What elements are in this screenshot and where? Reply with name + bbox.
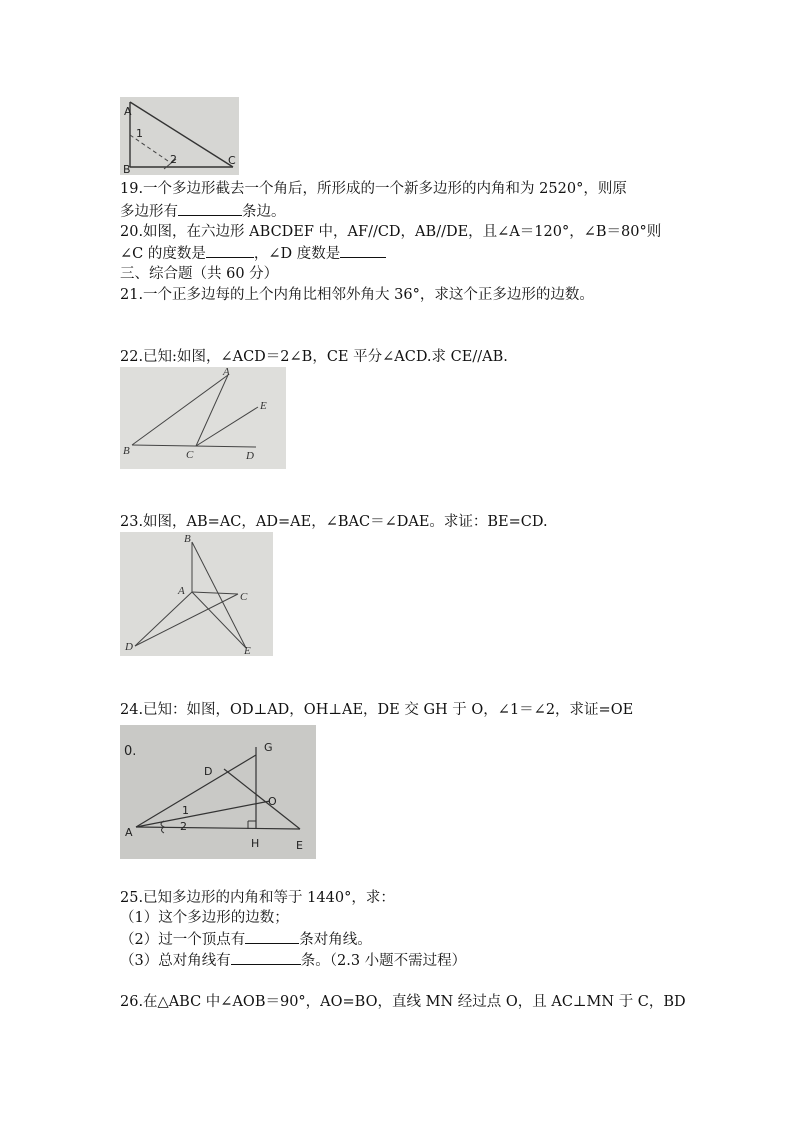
label-B: B xyxy=(184,533,191,545)
q19-text-b: 条边。 xyxy=(242,204,286,220)
q24-text: 24.已知：如图，OD⊥AD，OH⊥AE，DE 交 GH 于 O，∠1＝∠2，求证=OE xyxy=(120,702,634,718)
label-D: D xyxy=(125,641,133,653)
q25-item3 xyxy=(120,950,466,971)
q19-text-a: 多边形有 xyxy=(120,204,178,220)
q25-item2-text-b: 条对角线。 xyxy=(299,932,372,948)
q20-angle-d-blank[interactable] xyxy=(340,243,386,258)
label-angle-2: 2 xyxy=(170,153,177,166)
triangle-figure-1-svg xyxy=(120,97,239,175)
q23-text: 23.如图，AB=AC，AD=AE，∠BAC＝∠DAE。求证：BE=CD. xyxy=(120,514,548,530)
q19-answer-blank[interactable] xyxy=(178,201,242,216)
q20-text-a: ∠C 的度数是 xyxy=(120,246,206,262)
q25-line1: 25.已知多边形的内角和等于 1440°，求： xyxy=(120,890,395,906)
q22-text: 22.已知:如图，∠ACD＝2∠B，CE 平分∠ACD.求 CE//AB. xyxy=(120,349,508,365)
q25-item3-text-b: 条。（2.3 小题不需过程） xyxy=(300,953,467,969)
label-C: C xyxy=(186,449,194,461)
label-B: B xyxy=(123,445,130,457)
q20-text-b: ，∠D 度数是 xyxy=(253,246,341,262)
figure-q24-svg xyxy=(120,725,316,859)
label-C: C xyxy=(240,591,248,603)
q26-text: 26.在△ABC 中∠AOB＝90°，AO=BO，直线 MN 经过点 O，且 AC⊥MN 于 C，BD xyxy=(120,994,686,1010)
label-D: D xyxy=(204,765,213,778)
label-A: A xyxy=(124,105,132,118)
label-H: H xyxy=(251,837,260,850)
q25-item2 xyxy=(120,929,372,950)
q25-item2-text-a: （2）过一个顶点有 xyxy=(120,932,246,948)
q25-item3-text-a: （3）总对角线有 xyxy=(120,953,231,969)
label-E: E xyxy=(296,839,303,852)
q20-angle-c-blank[interactable] xyxy=(206,243,254,258)
q20-line1: 20.如图，在六边形 ABCDEF 中，AF//CD，AB//DE，且∠A＝120°，∠B＝80°则 xyxy=(120,224,662,240)
figure-q23 xyxy=(120,532,273,656)
label-B: B xyxy=(123,163,131,175)
label-D: D xyxy=(246,450,254,462)
figure-q23-svg xyxy=(120,532,273,656)
label-A: A xyxy=(125,826,133,839)
label-A: A xyxy=(178,585,185,597)
label-angle-1: 1 xyxy=(182,804,189,817)
label-angle-2: 2 xyxy=(180,820,187,833)
q25-total-diagonals-blank[interactable] xyxy=(231,950,301,965)
label-corner-0: 0. xyxy=(124,744,137,759)
figure-q22-svg xyxy=(120,367,286,469)
label-E: E xyxy=(244,645,251,656)
q21-text: 21.一个正多边每的上个内角比相邻外角大 36°，求这个正多边形的边数。 xyxy=(120,287,594,303)
q19-line1: 19.一个多边形截去一个角后，所形成的一个新多边形的内角和为 2520°，则原 xyxy=(120,181,627,197)
label-E: E xyxy=(260,400,267,412)
label-O: O xyxy=(268,795,277,808)
label-A: A xyxy=(223,367,230,378)
q19-line2 xyxy=(120,201,286,222)
label-G: G xyxy=(264,741,273,754)
figure-q24 xyxy=(120,725,316,859)
q20-line2 xyxy=(120,243,386,264)
q25-item1: （1）这个多边形的边数； xyxy=(120,910,289,926)
label-C: C xyxy=(228,154,236,167)
q25-diagonals-per-vertex-blank[interactable] xyxy=(245,929,299,944)
label-angle-1: 1 xyxy=(136,127,143,140)
figure-q22 xyxy=(120,367,286,469)
section-3-heading: 三、综合题（共 60 分） xyxy=(120,266,279,282)
triangle-figure-1 xyxy=(120,97,239,175)
